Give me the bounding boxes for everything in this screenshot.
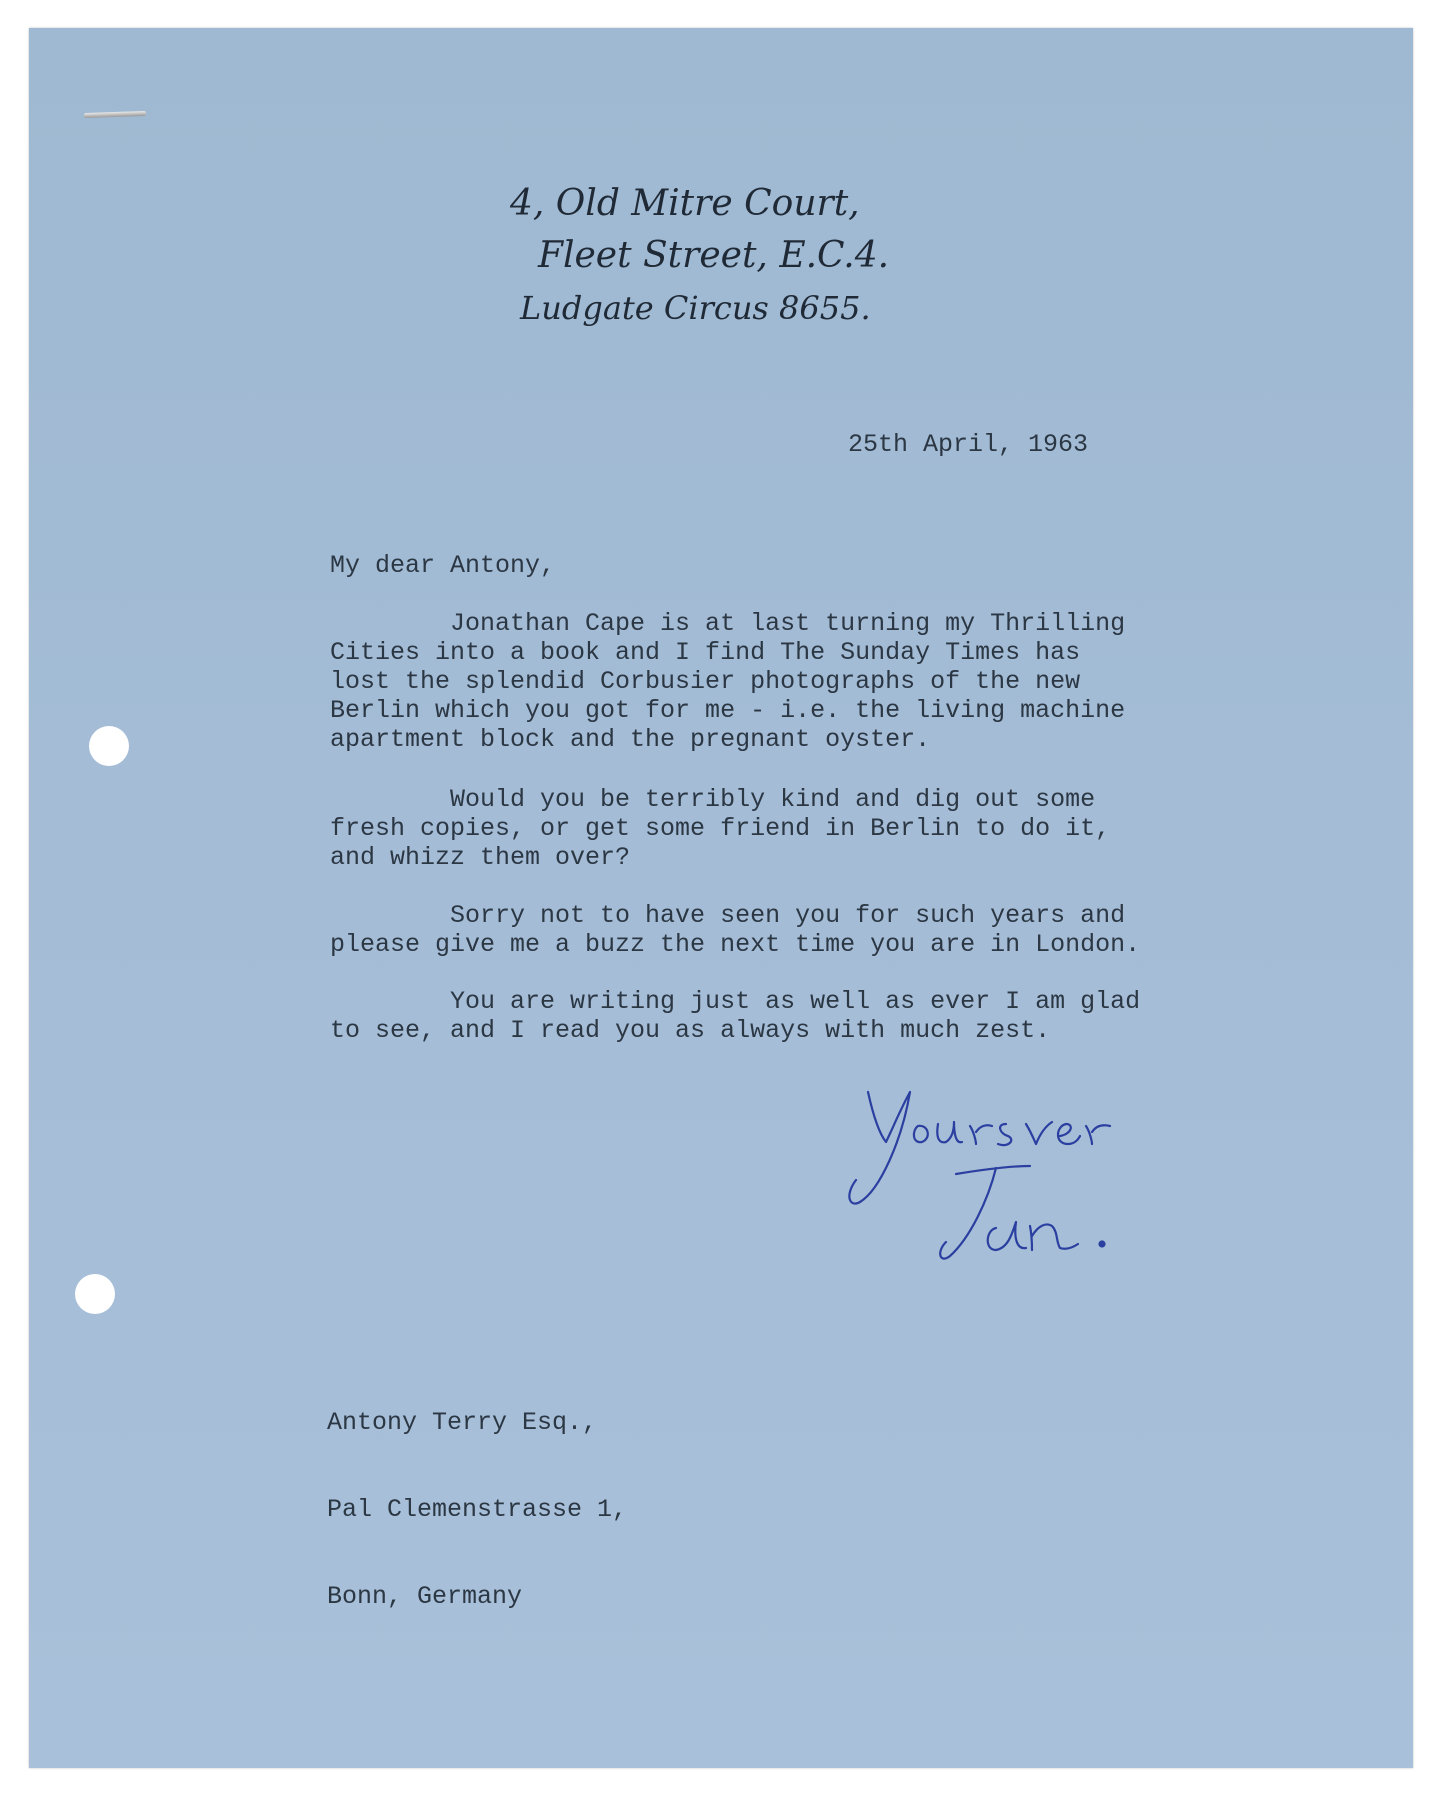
letter-date: 25th April, 1963 <box>848 430 1089 459</box>
punch-hole-lower <box>75 1274 115 1314</box>
body-paragraph: Would you be terribly kind and dig out some fresh copies, or get some friend in Berlin to do it, and whizz them over? <box>330 785 1111 872</box>
letterhead <box>460 178 980 334</box>
salutation: My dear Antony, <box>330 551 556 580</box>
letterhead-address: 4, Old Mitre Court, <box>510 183 860 224</box>
body-paragraph: You are writing just as well as ever I am glad to see, and I read you as always with much zest. <box>330 987 1141 1045</box>
body-paragraph: Jonathan Cape is at last turning my Thrilling Cities into a book and I find The Sunday Times has lost the splendid Corbusier photographs of the new Berlin which you got for me - i.e. the living machine apartment block and the pregnant oyster. <box>330 609 1126 754</box>
recipient-address <box>327 1350 627 1640</box>
handwritten-signature <box>820 1070 1220 1300</box>
letterhead-street: Fleet Street, E.C.4. <box>538 235 890 276</box>
punch-hole-upper <box>89 726 129 766</box>
recipient-city: Bonn, Germany <box>327 1582 523 1611</box>
letterhead-phone: Ludgate Circus 8655. <box>520 289 871 327</box>
recipient-street: Pal Clemenstrasse 1, <box>327 1495 628 1524</box>
recipient-name: Antony Terry Esq., <box>327 1408 598 1437</box>
body-paragraph: Sorry not to have seen you for such years and please give me a buzz the next time you are in London. <box>330 901 1141 959</box>
